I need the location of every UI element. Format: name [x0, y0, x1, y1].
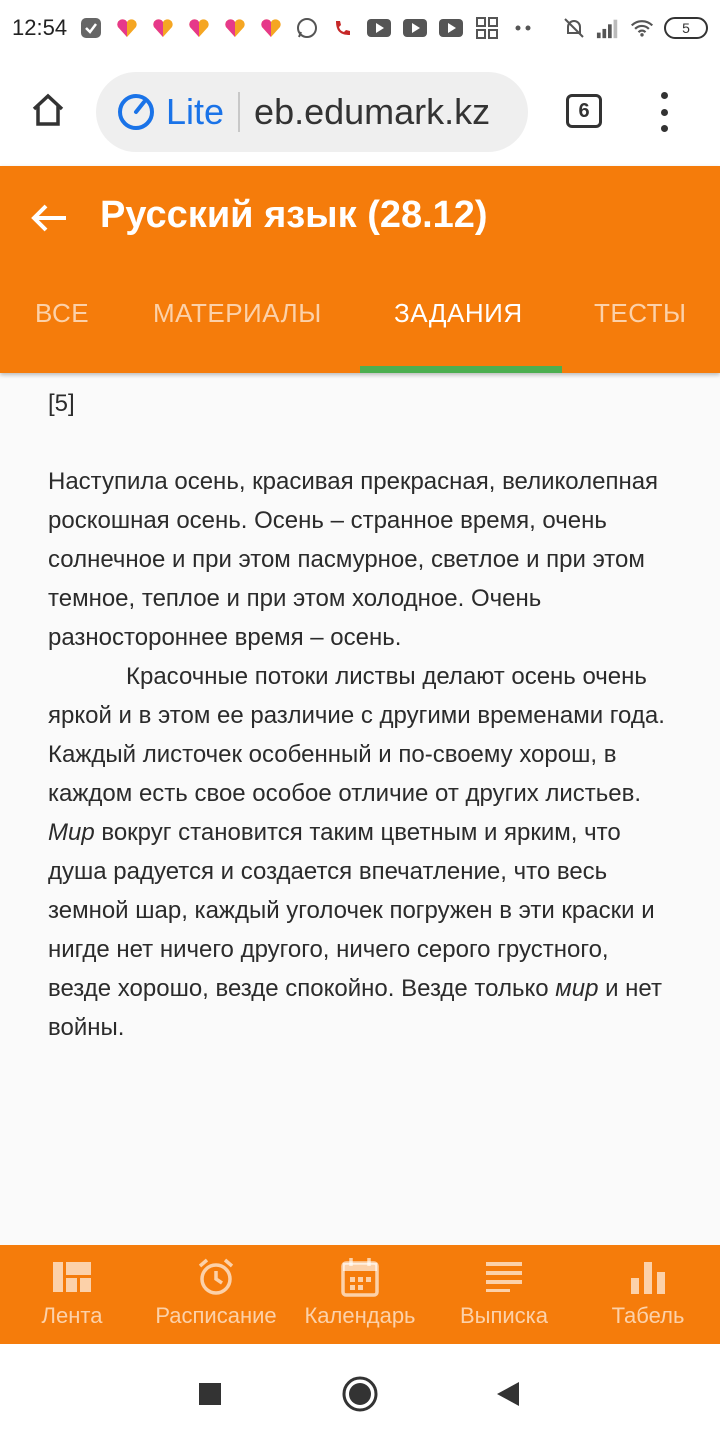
lite-mode-badge[interactable]: [116, 91, 224, 133]
heart-notification-icon: [259, 16, 283, 40]
active-tab-indicator: [360, 366, 562, 373]
back-system-button[interactable]: [488, 1374, 528, 1414]
nav-item-report-card[interactable]: [576, 1245, 720, 1344]
signal-icon: [596, 16, 620, 40]
address-bar[interactable]: [96, 72, 528, 152]
menu-dot-icon: [661, 92, 668, 99]
url-text[interactable]: eb.edumark.kz: [254, 91, 491, 132]
app-notification-icon: [79, 16, 103, 40]
tab-all[interactable]: ВСЕ: [35, 298, 90, 328]
wifi-icon: [630, 16, 654, 40]
recents-button[interactable]: [190, 1374, 230, 1414]
back-triangle-icon: [495, 1380, 521, 1408]
missed-call-icon: [331, 16, 355, 40]
paragraph: [48, 657, 678, 1047]
arrow-back-icon: [28, 198, 72, 238]
calendar-icon: [340, 1257, 380, 1297]
alarm-clock-icon: [196, 1257, 236, 1297]
heart-notification-icon: [187, 16, 211, 40]
more-notifications-icon: [511, 16, 535, 40]
youtube-icon: [403, 16, 427, 40]
nav-label: Календарь: [304, 1303, 416, 1328]
heart-notification-icon: [115, 16, 139, 40]
nav-label: Выписка: [459, 1303, 549, 1328]
system-status-icons: [562, 16, 708, 40]
nav-item-feed[interactable]: [0, 1245, 144, 1344]
whatsapp-icon: [295, 16, 319, 40]
text-span: Красочные потоки листвы делают осень очень яркой и в этом ее различие с другими временами года. Каждый листочек особенный и по-своему хорош, в каждом есть свое особое отличие от других листьев.: [48, 663, 665, 807]
lite-speedometer-icon: [116, 92, 156, 132]
tab-assignments[interactable]: ЗАДАНИЯ: [394, 298, 523, 328]
bell-muted-icon: [562, 16, 586, 40]
list-lines-icon: [484, 1257, 524, 1297]
app-header: [0, 166, 720, 373]
nav-label: Лента: [41, 1303, 103, 1328]
home-system-button[interactable]: [340, 1374, 380, 1414]
page-title: Русский язык (28.12): [100, 194, 488, 236]
heart-notification-icon: [151, 16, 175, 40]
youtube-icon: [367, 16, 391, 40]
status-time: 12:54: [12, 15, 68, 40]
menu-dot-icon: [661, 109, 668, 116]
home-icon: [28, 90, 68, 130]
tab-materials[interactable]: МАТЕРИАЛЫ: [153, 298, 322, 328]
assignment-content: [48, 384, 678, 1047]
youtube-icon: [439, 16, 463, 40]
back-button[interactable]: [28, 198, 72, 238]
bar-chart-icon: [628, 1257, 668, 1297]
emphasis-text: Мир: [48, 819, 95, 846]
browser-toolbar: [0, 56, 720, 166]
nav-item-calendar[interactable]: [288, 1245, 432, 1344]
notification-icons: [79, 16, 535, 40]
bottom-navigation: [0, 1245, 720, 1344]
nav-label: Расписание: [155, 1303, 277, 1328]
nav-label: Табель: [611, 1303, 685, 1328]
system-navigation-bar: [0, 1344, 720, 1440]
paragraph: Наступила осень, красивая прекрасная, великолепная роскошная осень. Осень – странное время, очень солнечное и при этом пасмурное, светлое и при этом темное, теплое и при этом холодное. Очень разностороннее время – осень.: [48, 468, 659, 651]
emphasis-text: мир: [555, 975, 599, 1002]
tab-switcher-button[interactable]: 6: [566, 94, 602, 128]
battery-icon: 5: [664, 17, 708, 39]
home-circle-icon: [341, 1375, 379, 1413]
lite-label: Lite: [166, 91, 225, 132]
reference-label: [5]: [48, 390, 75, 417]
nav-item-statement[interactable]: [432, 1245, 576, 1344]
menu-dot-icon: [661, 125, 668, 132]
dashboard-icon: [52, 1257, 92, 1297]
home-button[interactable]: [26, 88, 70, 132]
nav-item-schedule[interactable]: [144, 1245, 288, 1344]
text-span: вокруг становится таким цветным и ярким, что душа радуется и создается впечатление, что весь земной шар, каждый уголочек погружен в эти краски и нигде нет ничего другого, ничего серого грустного, везде хорошо, везде спокойно. Везде только: [48, 819, 655, 1002]
browser-menu-button[interactable]: [650, 92, 678, 132]
recents-square-icon: [198, 1382, 222, 1406]
status-bar: [0, 0, 720, 56]
apps-grid-icon: [475, 16, 499, 40]
url-divider: [238, 92, 240, 132]
tab-tests[interactable]: ТЕСТЫ: [594, 298, 687, 328]
text-span: и нет войны.: [48, 975, 662, 1041]
heart-notification-icon: [223, 16, 247, 40]
